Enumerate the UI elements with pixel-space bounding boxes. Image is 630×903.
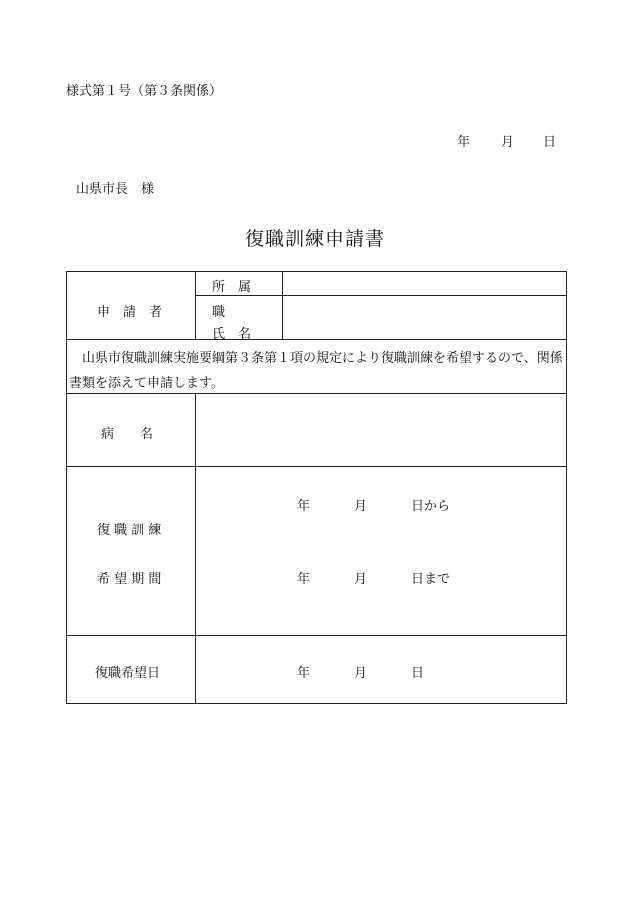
column-divider bbox=[195, 272, 196, 339]
date-day-label: 日 bbox=[543, 135, 557, 150]
return-date-month: 月 bbox=[354, 666, 368, 681]
return-date-day: 日 bbox=[411, 666, 425, 681]
return-date-field[interactable] bbox=[196, 636, 566, 703]
affiliation-field[interactable] bbox=[283, 272, 566, 295]
form-number: 様式第１号（第３条関係） bbox=[66, 84, 223, 99]
period-from-day: 日から bbox=[411, 499, 451, 514]
date-month-label: 月 bbox=[501, 135, 515, 150]
period-from-month: 月 bbox=[354, 499, 368, 514]
period-from-year: 年 bbox=[297, 499, 311, 514]
affiliation-label: 所 属 bbox=[212, 280, 252, 295]
document-title: 復職訓練申請書 bbox=[244, 228, 385, 250]
addressee: 山県市長 様 bbox=[76, 182, 155, 197]
training-period-label-line1: 復 職 訓 練 bbox=[97, 523, 162, 538]
name-label: 氏 名 bbox=[212, 327, 252, 342]
period-to-day: 日まで bbox=[411, 572, 451, 587]
disease-label: 病 名 bbox=[101, 427, 154, 442]
training-period-field[interactable] bbox=[196, 467, 566, 635]
application-statement: 山県市復職訓練実施要綱第３条第１項の規定により復職訓練を希望するので、関係書類を添えて申請します。 bbox=[69, 351, 563, 391]
period-to-month: 月 bbox=[354, 572, 368, 587]
period-to-year: 年 bbox=[297, 572, 311, 587]
position-label: 職 bbox=[212, 305, 226, 320]
position-name-field[interactable] bbox=[283, 296, 566, 339]
applicant-label: 申 請 者 bbox=[97, 305, 163, 320]
return-date-year: 年 bbox=[297, 666, 311, 681]
return-date-label: 復職希望日 bbox=[95, 666, 161, 681]
training-period-label-line2: 希 望 期 間 bbox=[97, 572, 162, 587]
disease-field[interactable] bbox=[196, 394, 566, 466]
date-year-label: 年 bbox=[457, 135, 471, 150]
row-divider bbox=[67, 339, 566, 340]
application-table bbox=[66, 271, 567, 704]
